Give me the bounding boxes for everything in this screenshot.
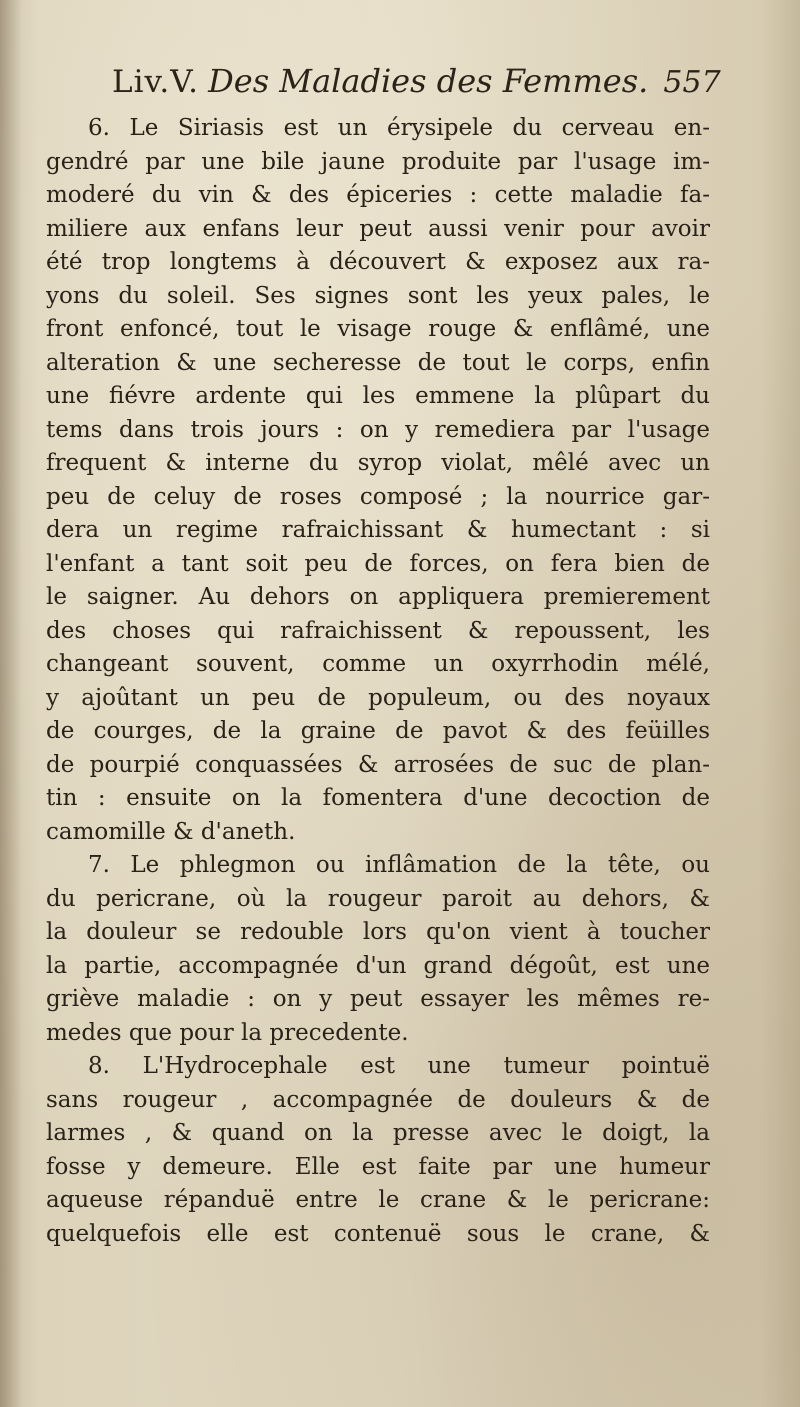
text-line: front enfoncé, tout le visage rouge & enflâmé, une xyxy=(46,316,710,342)
text-line: la partie, accompagnée d'un grand dégoût, est une xyxy=(46,952,710,979)
text-line: miliere aux enfans leur peut aussi venir pour avoir xyxy=(46,215,710,242)
text-line: des choses qui rafraichissent & repoussent, les xyxy=(46,617,710,644)
text-line: tems dans trois jours : on y remediera par l'usage xyxy=(46,416,710,443)
text-line: griève maladie : on y peut essayer les mêmes re- xyxy=(46,986,710,1012)
text-line: la douleur se redouble lors qu'on vient à toucher xyxy=(46,919,710,945)
text-line: camomille & d'aneth. xyxy=(46,818,296,845)
text-line: moderé du vin & des épiceries : cette maladie fa- xyxy=(46,182,710,208)
text-line: larmes , & quand on la presse avec le doigt, la xyxy=(46,1120,710,1146)
text-line: changeant souvent, comme un oxyrrhodin mélé, xyxy=(46,651,710,677)
text-line: y ajoûtant un peu de populeum, ou des noyaux xyxy=(46,684,710,711)
text-line: alteration & une secheresse de tout le corps, enfin xyxy=(46,349,710,376)
text-line: de courges, de la graine de pavot & des feüilles xyxy=(46,718,710,744)
book-number: Liv.V. xyxy=(112,64,200,100)
text-line: yons du soleil. Ses signes sont les yeux pales, le xyxy=(46,282,710,309)
text-line: frequent & interne du syrop violat, mêlé avec un xyxy=(46,450,710,476)
text-line: 6. Le Siriasis est un érysipele du cerveau en- xyxy=(88,115,710,141)
text-line: été trop longtems à découvert & exposez aux ra- xyxy=(46,249,710,275)
binding-shadow xyxy=(0,0,22,1407)
body-text xyxy=(46,112,710,1251)
running-header xyxy=(112,62,721,110)
text-line: sans rougeur , accompagnée de douleurs & de xyxy=(46,1086,710,1113)
text-line: gendré par une bile jaune produite par l'usage im- xyxy=(46,148,710,175)
text-line: medes que pour la precedente. xyxy=(46,1019,409,1046)
text-line: quelquefois elle est contenuë sous le crane, & xyxy=(46,1220,710,1247)
text-line: le saigner. Au dehors on appliquera premierement xyxy=(46,584,710,610)
text-line: tin : ensuite on la fomentera d'une decoction de xyxy=(46,785,710,811)
text-line: l'enfant a tant soit peu de forces, on fera bien de xyxy=(46,550,710,577)
text-line: une fiévre ardente qui les emmene la plûpart du xyxy=(46,383,710,409)
running-title: Des Maladies des Femmes. xyxy=(208,62,649,100)
text-line: peu de celuy de roses composé ; la nourrice gar- xyxy=(46,483,710,510)
text-line: 8. L'Hydrocephale est une tumeur pointuë xyxy=(88,1053,710,1079)
text-line: fosse y demeure. Elle est faite par une humeur xyxy=(46,1153,710,1180)
text-line: du pericrane, où la rougeur paroit au dehors, & xyxy=(46,885,710,912)
text-line: aqueuse répanduë entre le crane & le pericrane: xyxy=(46,1187,710,1213)
text-line: dera un regime rafraichissant & humectant : si xyxy=(46,517,710,543)
page-number: 557 xyxy=(663,65,721,100)
text-line: 7. Le phlegmon ou inflâmation de la tête, ou xyxy=(88,852,710,878)
text-line: de pourpié conquassées & arrosées de suc de plan- xyxy=(46,751,710,778)
